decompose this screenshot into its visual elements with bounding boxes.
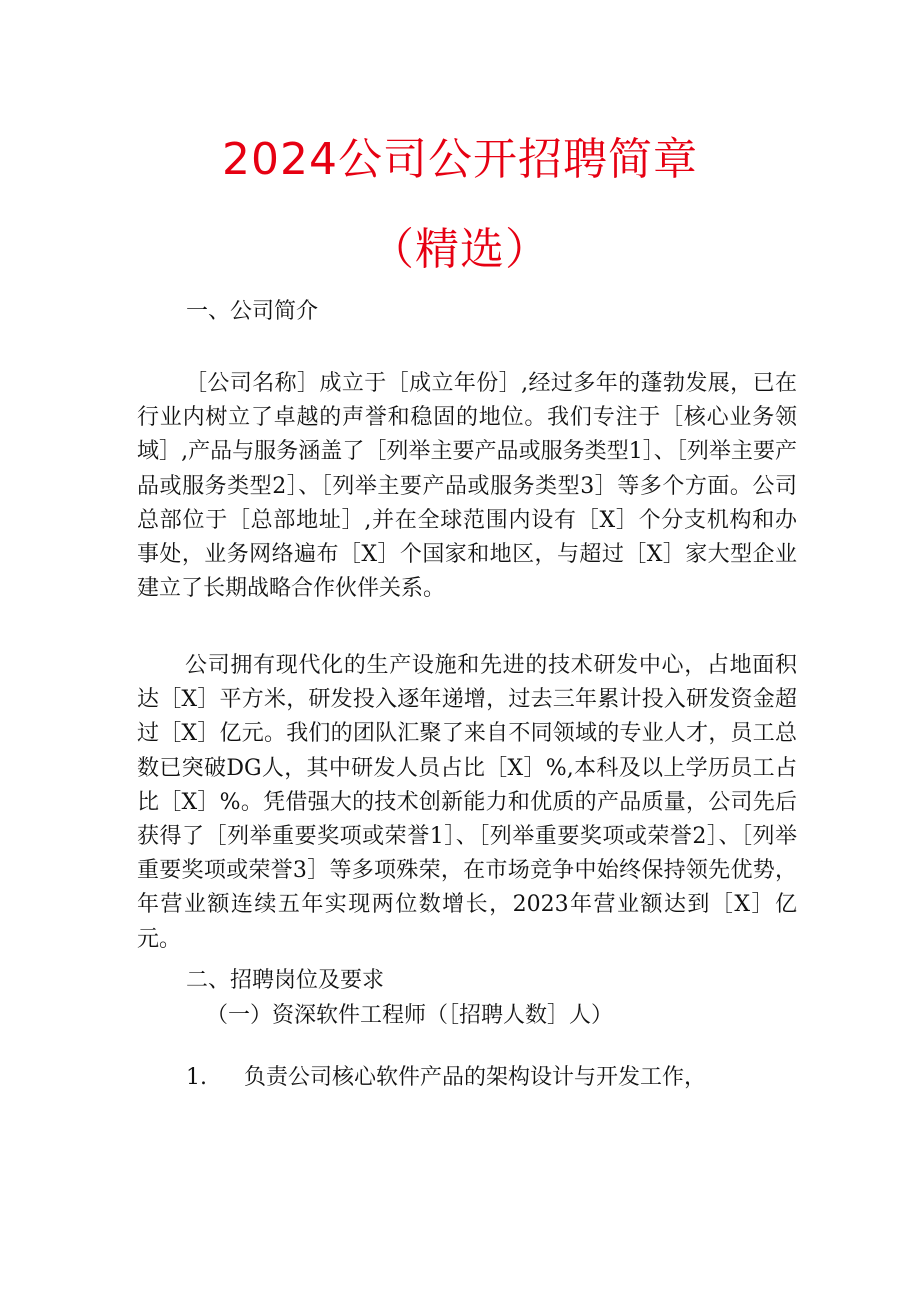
paragraph-company-intro-2: 公司拥有现代化的生产设施和先进的技术研发中心，占地面积达［X］平方米，研发投入逐年递增，过去三年累计投入研发资金超过［X］亿元。我们的团队汇聚了来自不同领域的专业人才，员工总数已突破DG人，其中研发人员占比［X］%,本科及以上学历员工占比［X］%。凭借强大的技术创新能力和优质的产品质量，公司先后获得了［列举重要奖项或荣誉1］、［列举重要奖项或荣誉2］、［列举重要奖项或荣誉3］等多项殊荣，在市场竞争中始终保持领先优势，年营业额连续五年实现两位数增长，2023年营业额达到［X］亿元。 xyxy=(137,653,797,952)
list-item-number: 1. xyxy=(186,1065,207,1090)
section-heading-company-intro: 一、公司简介 xyxy=(186,299,319,324)
list-item xyxy=(186,1063,806,1093)
paragraph-company-intro-1: ［公司名称］成立于［成立年份］,经过多年的蓬勃发展，已在行业内树立了卓越的声誉和稳固的地位。我们专注于［核心业务领域］,产品与服务涵盖了［列举主要产品或服务类型1］、［列举主要产品或服务类型2］、［列举主要产品或服务类型3］等多个方面。公司总部位于［总部地址］,并在全球范围内设有［X］个分支机构和办事处，业务网络遍布［X］个国家和地区，与超过［X］家大型企业建立了长期战略合作伙伴关系。 xyxy=(137,371,797,602)
document-title: 2024公司公开招聘简章 xyxy=(222,134,698,185)
section-heading-positions: 二、招聘岗位及要求 xyxy=(186,968,385,993)
list-item-text: 负责公司核心软件产品的架构设计与开发工作， xyxy=(244,1065,707,1090)
document-subtitle: （精选） xyxy=(370,224,550,275)
subsection-heading-senior-engineer: （一）资深软件工程师（［招聘人数］人） xyxy=(206,1003,614,1028)
